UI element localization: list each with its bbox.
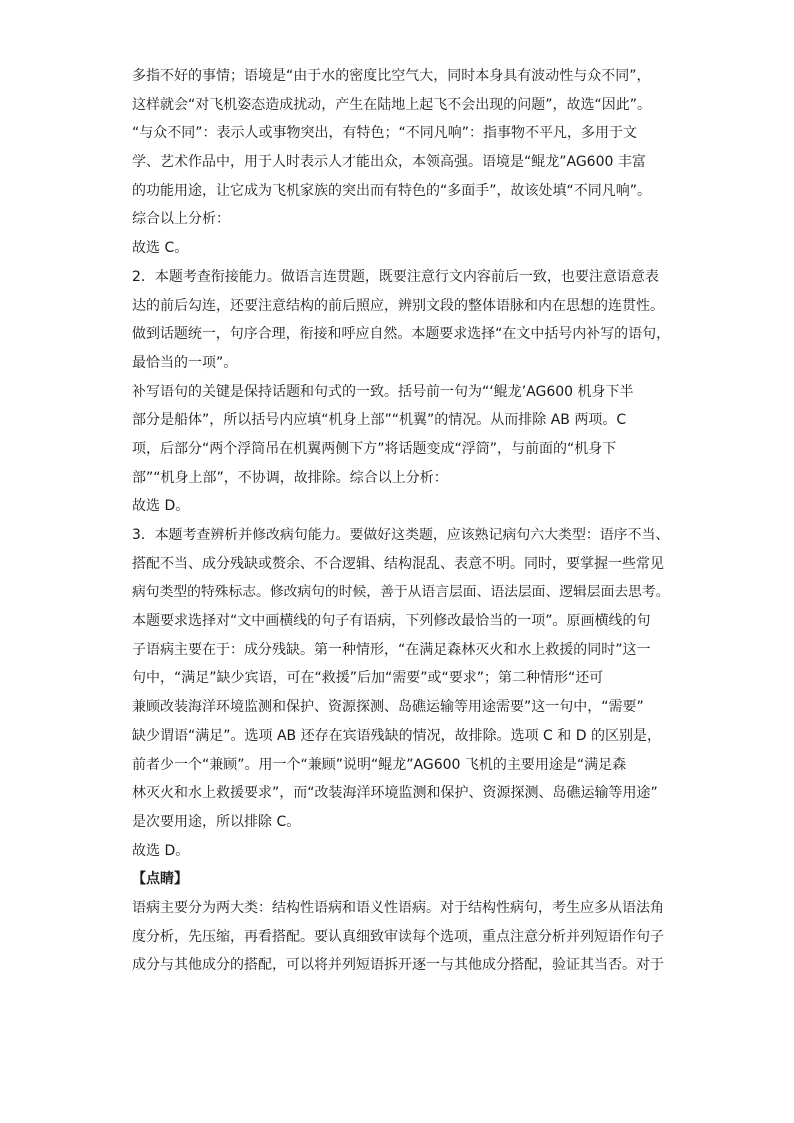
- text-line: 度分析，先压缩，再看搭配。要认真细致审读每个选项，重点注意分析并列短语作句子: [132, 928, 664, 945]
- section-heading: 【点睛】: [132, 871, 188, 888]
- answer-line: 故选 D。: [132, 498, 190, 515]
- text-line: 成分与其他成分的搭配，可以将并列短语拆开逐一与其他成分搭配，验证其当否。对于: [132, 957, 664, 974]
- text-line: 学、艺术作品中，用于人时表示人才能出众，本领高强。语境是“鲲龙”AG600 丰富: [132, 154, 646, 171]
- text-line: 搭配不当、成分残缺或赘余、不合逻辑、结构混乱、表意不明。同时，要掌握一些常见: [132, 555, 664, 572]
- text-line: 多指不好的事情；语境是“由于水的密度比空气大，同时本身具有波动性与众不同”，: [132, 68, 651, 84]
- text-line: 病句类型的特殊标志。修改病句的时候，善于从语言层面、语法层面、逻辑层面去思考。: [132, 584, 670, 601]
- answer-line: 故选 D。: [132, 842, 190, 859]
- text-line: 部分是船体”，所以括号内应填“机身上部”“机翼”的情况。从而排除 AB 两项。C: [132, 412, 627, 429]
- text-line: 林灭火和水上救援要求”，而“改装海洋环境监测和保护、资源探测、岛礁运输等用途”: [132, 785, 658, 802]
- text-line: 兼顾改装海洋环境监测和保护、资源探测、岛礁运输等用途需要”这一句中，“需要”: [132, 699, 644, 716]
- text-line: 语病主要分为两大类：结构性语病和语义性语病。对于结构性病句，考生应多从语法角: [132, 899, 664, 916]
- text-line: 做到话题统一，句序合理，衔接和呼应自然。本题要求选择“在文中括号内补写的语句，: [132, 326, 671, 343]
- text-line: 项，后部分“两个浮筒吊在机翼两侧下方”将话题变成“浮筒”，与前面的“机身下: [132, 440, 617, 457]
- text-line: 子语病主要在于：成分残缺。第一种情形，“在满足森林灭火和水上救援的同时”这一: [132, 641, 651, 658]
- text-line: 句中，“满足”缺少宾语，可在“救援”后加“需要”或“要求”；第二种情形“还可: [132, 670, 604, 687]
- text-line: 综合以上分析：: [132, 211, 230, 228]
- text-line: 补写语句的关键是保持话题和句式的一致。括号前一句为“‘鲲龙’AG600 机身下半: [132, 383, 634, 400]
- document-body: [132, 62, 670, 980]
- text-line: 这样就会“对飞机姿态造成扰动，产生在陆地上起飞不会出现的问题”，故选“因此”。: [132, 96, 652, 113]
- text-line: 3．本题考查辨析并修改病句能力。要做好这类题，应该熟记病句六大类型：语序不当、: [132, 527, 670, 543]
- answer-line: 故选 C。: [132, 240, 189, 257]
- text-line: 最恰当的一项”。: [132, 354, 238, 371]
- text-line: 缺少谓语“满足”。选项 AB 还存在宾语残缺的情况，故排除。选项 C 和 D 的区别是，: [132, 727, 661, 744]
- text-line: 达的前后勾连，还要注意结构的前后照应，辨别文段的整体语脉和内在思想的连贯性。: [132, 297, 664, 314]
- text-line: 是次要用途，所以排除 C。: [132, 813, 301, 830]
- text-line: 前者少一个“兼顾”。用一个“兼顾”说明“鲲龙”AG600 飞机的主要用途是“满足森: [132, 756, 627, 773]
- text-line: 2．本题考查衔接能力。做语言连贯题，既要注意行文内容前后一致，也要注意语意表: [132, 268, 659, 285]
- text-line: “与众不同”：表示人或事物突出，有特色；“不同凡响”：指事物不平凡，多用于文: [132, 125, 638, 142]
- text-line: 部”“机身上部”，不协调，故排除。综合以上分析：: [132, 469, 448, 486]
- text-line: 本题要求选择对“文中画横线的句子有语病，下列修改最恰当的一项”。原画横线的句: [132, 613, 651, 630]
- text-line: 的功能用途，让它成为飞机家族的突出而有特色的“多面手”，故该处填“不同凡响”。: [132, 182, 652, 199]
